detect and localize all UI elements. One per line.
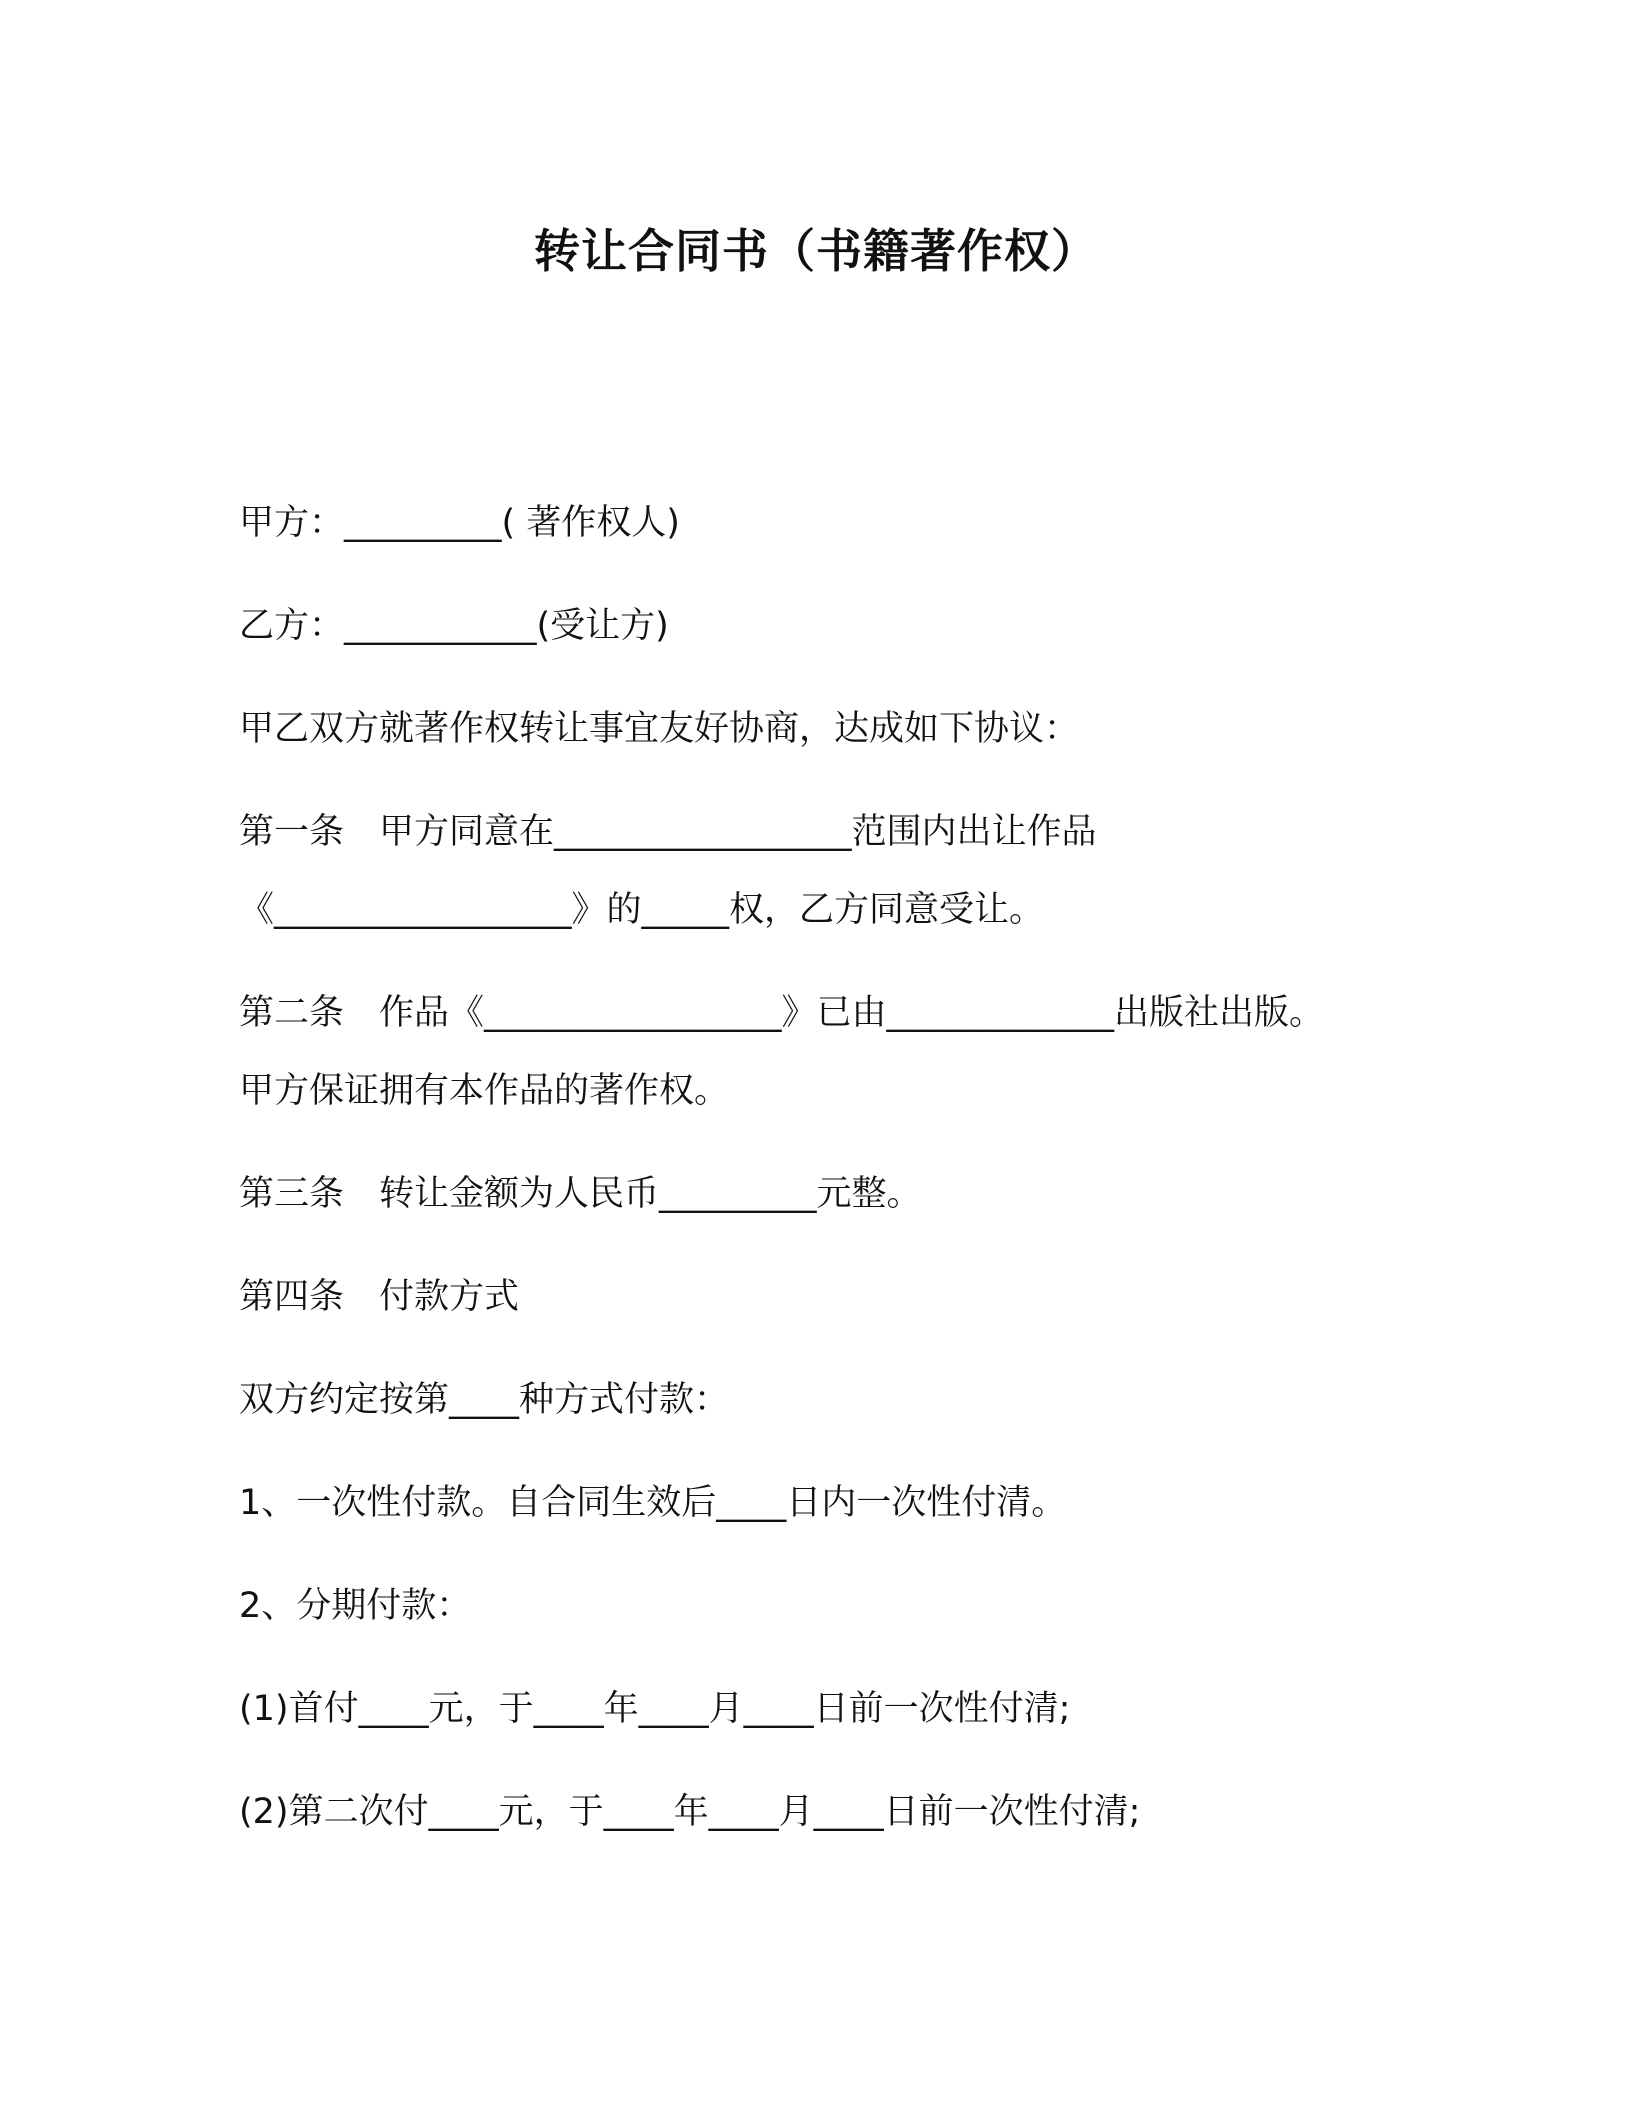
payment-method-choice: 双方约定按第____种方式付款： [239, 1380, 730, 1420]
article-1-line-1: 第一条 甲方同意在_________________范围内出让作品 [239, 812, 1097, 852]
payment-option-2: 2、分期付款： [239, 1586, 472, 1626]
article-2-line-2: 甲方保证拥有本作品的著作权。 [239, 1071, 730, 1111]
party-a-line: 甲方：_________( 著作权人) [239, 503, 680, 543]
party-b-line: 乙方：___________(受让方) [239, 606, 669, 646]
article-2-line-1: 第二条 作品《_________________》已由_____________出版社出版。 [239, 993, 1325, 1033]
article-3-line: 第三条 转让金额为人民币_________元整。 [239, 1174, 922, 1214]
installment-1: (1)首付____元，于____年____月____日前一次性付清; [239, 1689, 1071, 1729]
article-4-heading: 第四条 付款方式 [239, 1277, 520, 1317]
payment-option-1: 1、一次性付款。自合同生效后____日内一次性付清。 [239, 1483, 1067, 1523]
agreement-intro: 甲乙双方就著作权转让事宜友好协商，达成如下协议： [239, 709, 1080, 749]
document-title: 转让合同书（书籍著作权） [534, 224, 1098, 278]
article-1-line-2: 《_________________》的_____权，乙方同意受让。 [239, 890, 1045, 930]
installment-2: (2)第二次付____元，于____年____月____日前一次性付清; [239, 1792, 1141, 1832]
